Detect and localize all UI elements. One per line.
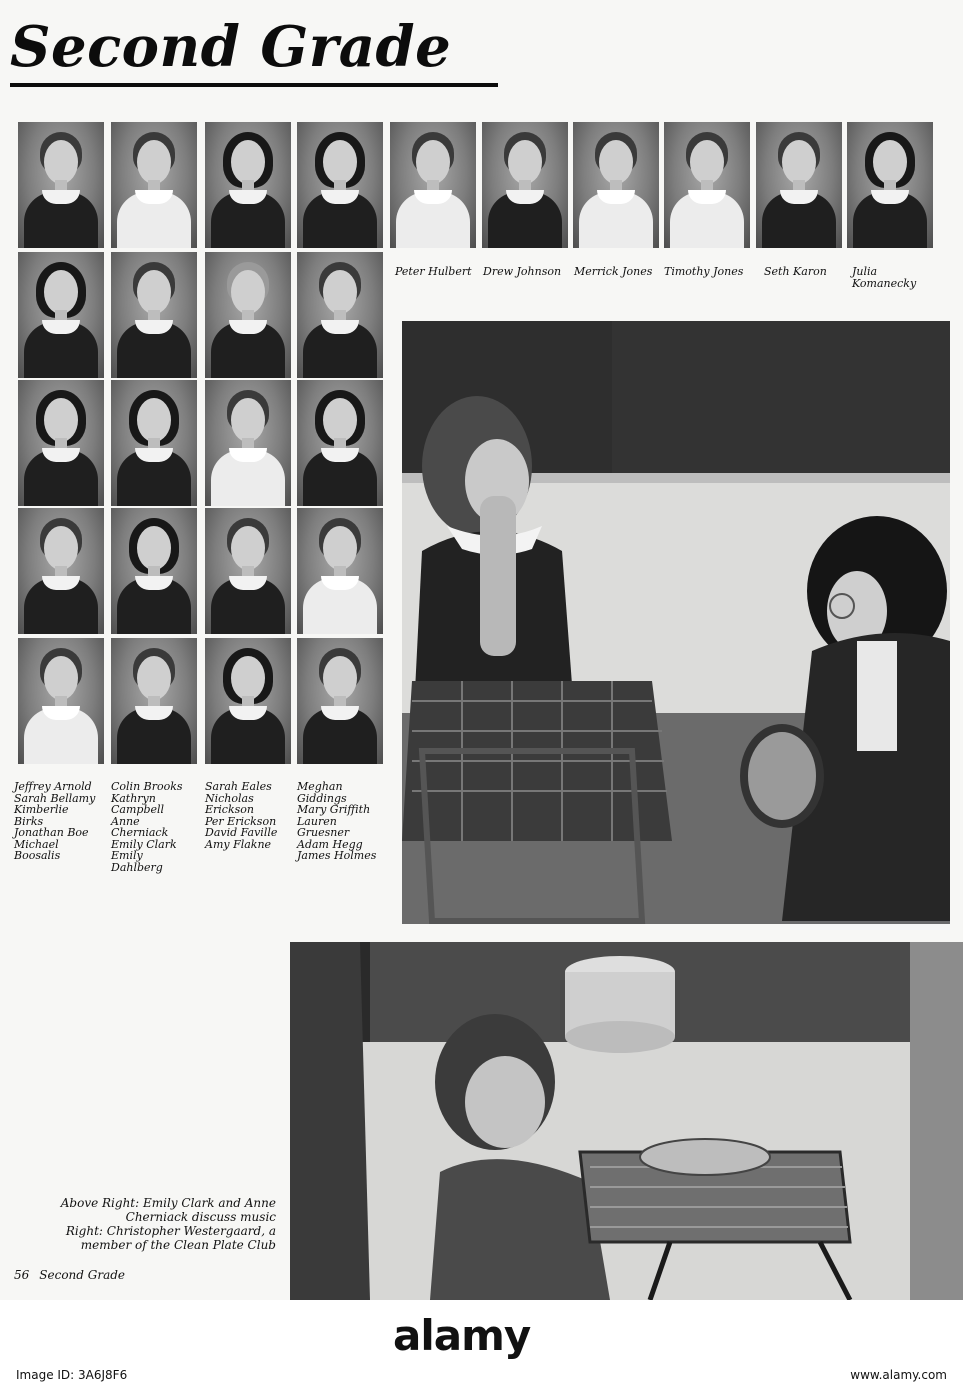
top-name-5 (764, 266, 827, 278)
name-line: Meghan (297, 780, 343, 793)
page-number: 56 (14, 1268, 30, 1282)
portrait-seth-karon (756, 122, 842, 248)
name-line: Sarah Bellamy (14, 791, 96, 805)
title-rule (10, 83, 498, 87)
name-line: Boosalis (14, 849, 61, 862)
name-line: Mary Griffith (297, 803, 371, 816)
lunch-illustration (290, 942, 963, 1300)
portrait-amy-flakne (205, 638, 291, 764)
portrait-david-faville (205, 508, 291, 634)
name-line: Per Erickson (205, 814, 277, 828)
name-line: Emily Clark (111, 837, 177, 851)
name-line: Adam Hegg (297, 837, 363, 851)
name-line: Drew Johnson (483, 265, 562, 278)
photo-caption (38, 1196, 276, 1252)
name-line: Colin Brooks (111, 780, 183, 793)
caption-line: Cherniack discuss music (125, 1210, 276, 1224)
portrait-emily-dahlberg (111, 638, 197, 764)
section-name: Second Grade (39, 1268, 126, 1282)
name-line: Birks (14, 814, 44, 828)
portrait-per-erickson (205, 380, 291, 506)
name-line: Sarah Eales (205, 780, 272, 793)
portrait-julia-komanecky (847, 122, 933, 248)
portrait-timothy-jones (664, 122, 750, 248)
portrait-jonathan-boe (18, 508, 104, 634)
name-line: Peter Hulbert (395, 265, 472, 278)
name-line: Cherniack (111, 826, 169, 839)
portrait-james-holmes (297, 638, 383, 764)
name-line: Michael (14, 837, 59, 851)
page-folio (14, 1268, 135, 1282)
photo-clean-plate-club (290, 942, 963, 1300)
site-url: www.alamy.com (850, 1368, 947, 1382)
portrait-anne-cherniack (111, 380, 197, 506)
image-id-label: Image ID: 3A6J8F6 (16, 1368, 128, 1382)
name-line: Nicholas (205, 791, 254, 805)
caption-line: member of the Clean Plate Club (80, 1238, 276, 1252)
top-name-6 (852, 266, 916, 290)
name-line: Merrick Jones (574, 265, 653, 278)
name-line: Dahlberg (111, 860, 163, 874)
caption-line: Above Right: Emily Clark and Anne (60, 1196, 276, 1210)
name-line: Anne (111, 814, 140, 828)
portrait-mary-griffith (297, 252, 383, 378)
name-line: Seth Karon (764, 265, 827, 278)
music-class-illustration (402, 321, 950, 924)
caption-line: Right: Christopher Westergaard, a (65, 1224, 276, 1238)
name-line: Giddings (297, 791, 347, 805)
portrait-sarah-eales (205, 122, 291, 248)
top-name-4 (664, 266, 743, 278)
portrait-emily-clark (111, 508, 197, 634)
name-line: Kathryn (111, 791, 156, 805)
name-line: Jeffrey Arnold (14, 780, 92, 793)
name-column-4 (297, 781, 376, 862)
portrait-kathryn-campbell (111, 252, 197, 378)
name-line: Timothy Jones (664, 265, 744, 278)
portrait-kimberlie-birks (18, 380, 104, 506)
name-line: David Faville (205, 826, 278, 839)
portrait-lauren-gruesner (297, 380, 383, 506)
portrait-jeffrey-arnold (18, 122, 104, 248)
name-line: Gruesner (297, 826, 350, 839)
name-line: Campbell (111, 803, 165, 816)
name-column-3 (205, 781, 277, 850)
name-line: Komanecky (852, 277, 917, 290)
name-line: Lauren (297, 814, 337, 828)
top-name-2 (483, 266, 561, 278)
portrait-adam-hegg (297, 508, 383, 634)
portrait-michael-boosalis (18, 638, 104, 764)
top-name-3 (574, 266, 652, 278)
portrait-colin-brooks (111, 122, 197, 248)
portrait-peter-hulbert (390, 122, 476, 248)
page-title: Second Grade (10, 14, 452, 80)
name-line: Kimberlie (14, 803, 69, 816)
name-line: Jonathan Boe (14, 826, 89, 839)
name-line: James Holmes (297, 849, 377, 862)
name-line: Emily (111, 849, 143, 862)
name-line: Erickson (205, 803, 254, 816)
name-line: Julia (852, 265, 878, 278)
portrait-merrick-jones (573, 122, 659, 248)
portrait-meghan-giddings (297, 122, 383, 248)
watermark-logo: alamy (393, 1311, 531, 1360)
top-name-1 (395, 266, 472, 278)
portrait-drew-johnson (482, 122, 568, 248)
name-column-1 (14, 781, 95, 862)
portrait-sarah-bellamy (18, 252, 104, 378)
portrait-nicholas-erickson (205, 252, 291, 378)
name-column-2 (111, 781, 183, 873)
photo-music-class (402, 321, 950, 924)
name-line: Amy Flakne (205, 837, 272, 851)
